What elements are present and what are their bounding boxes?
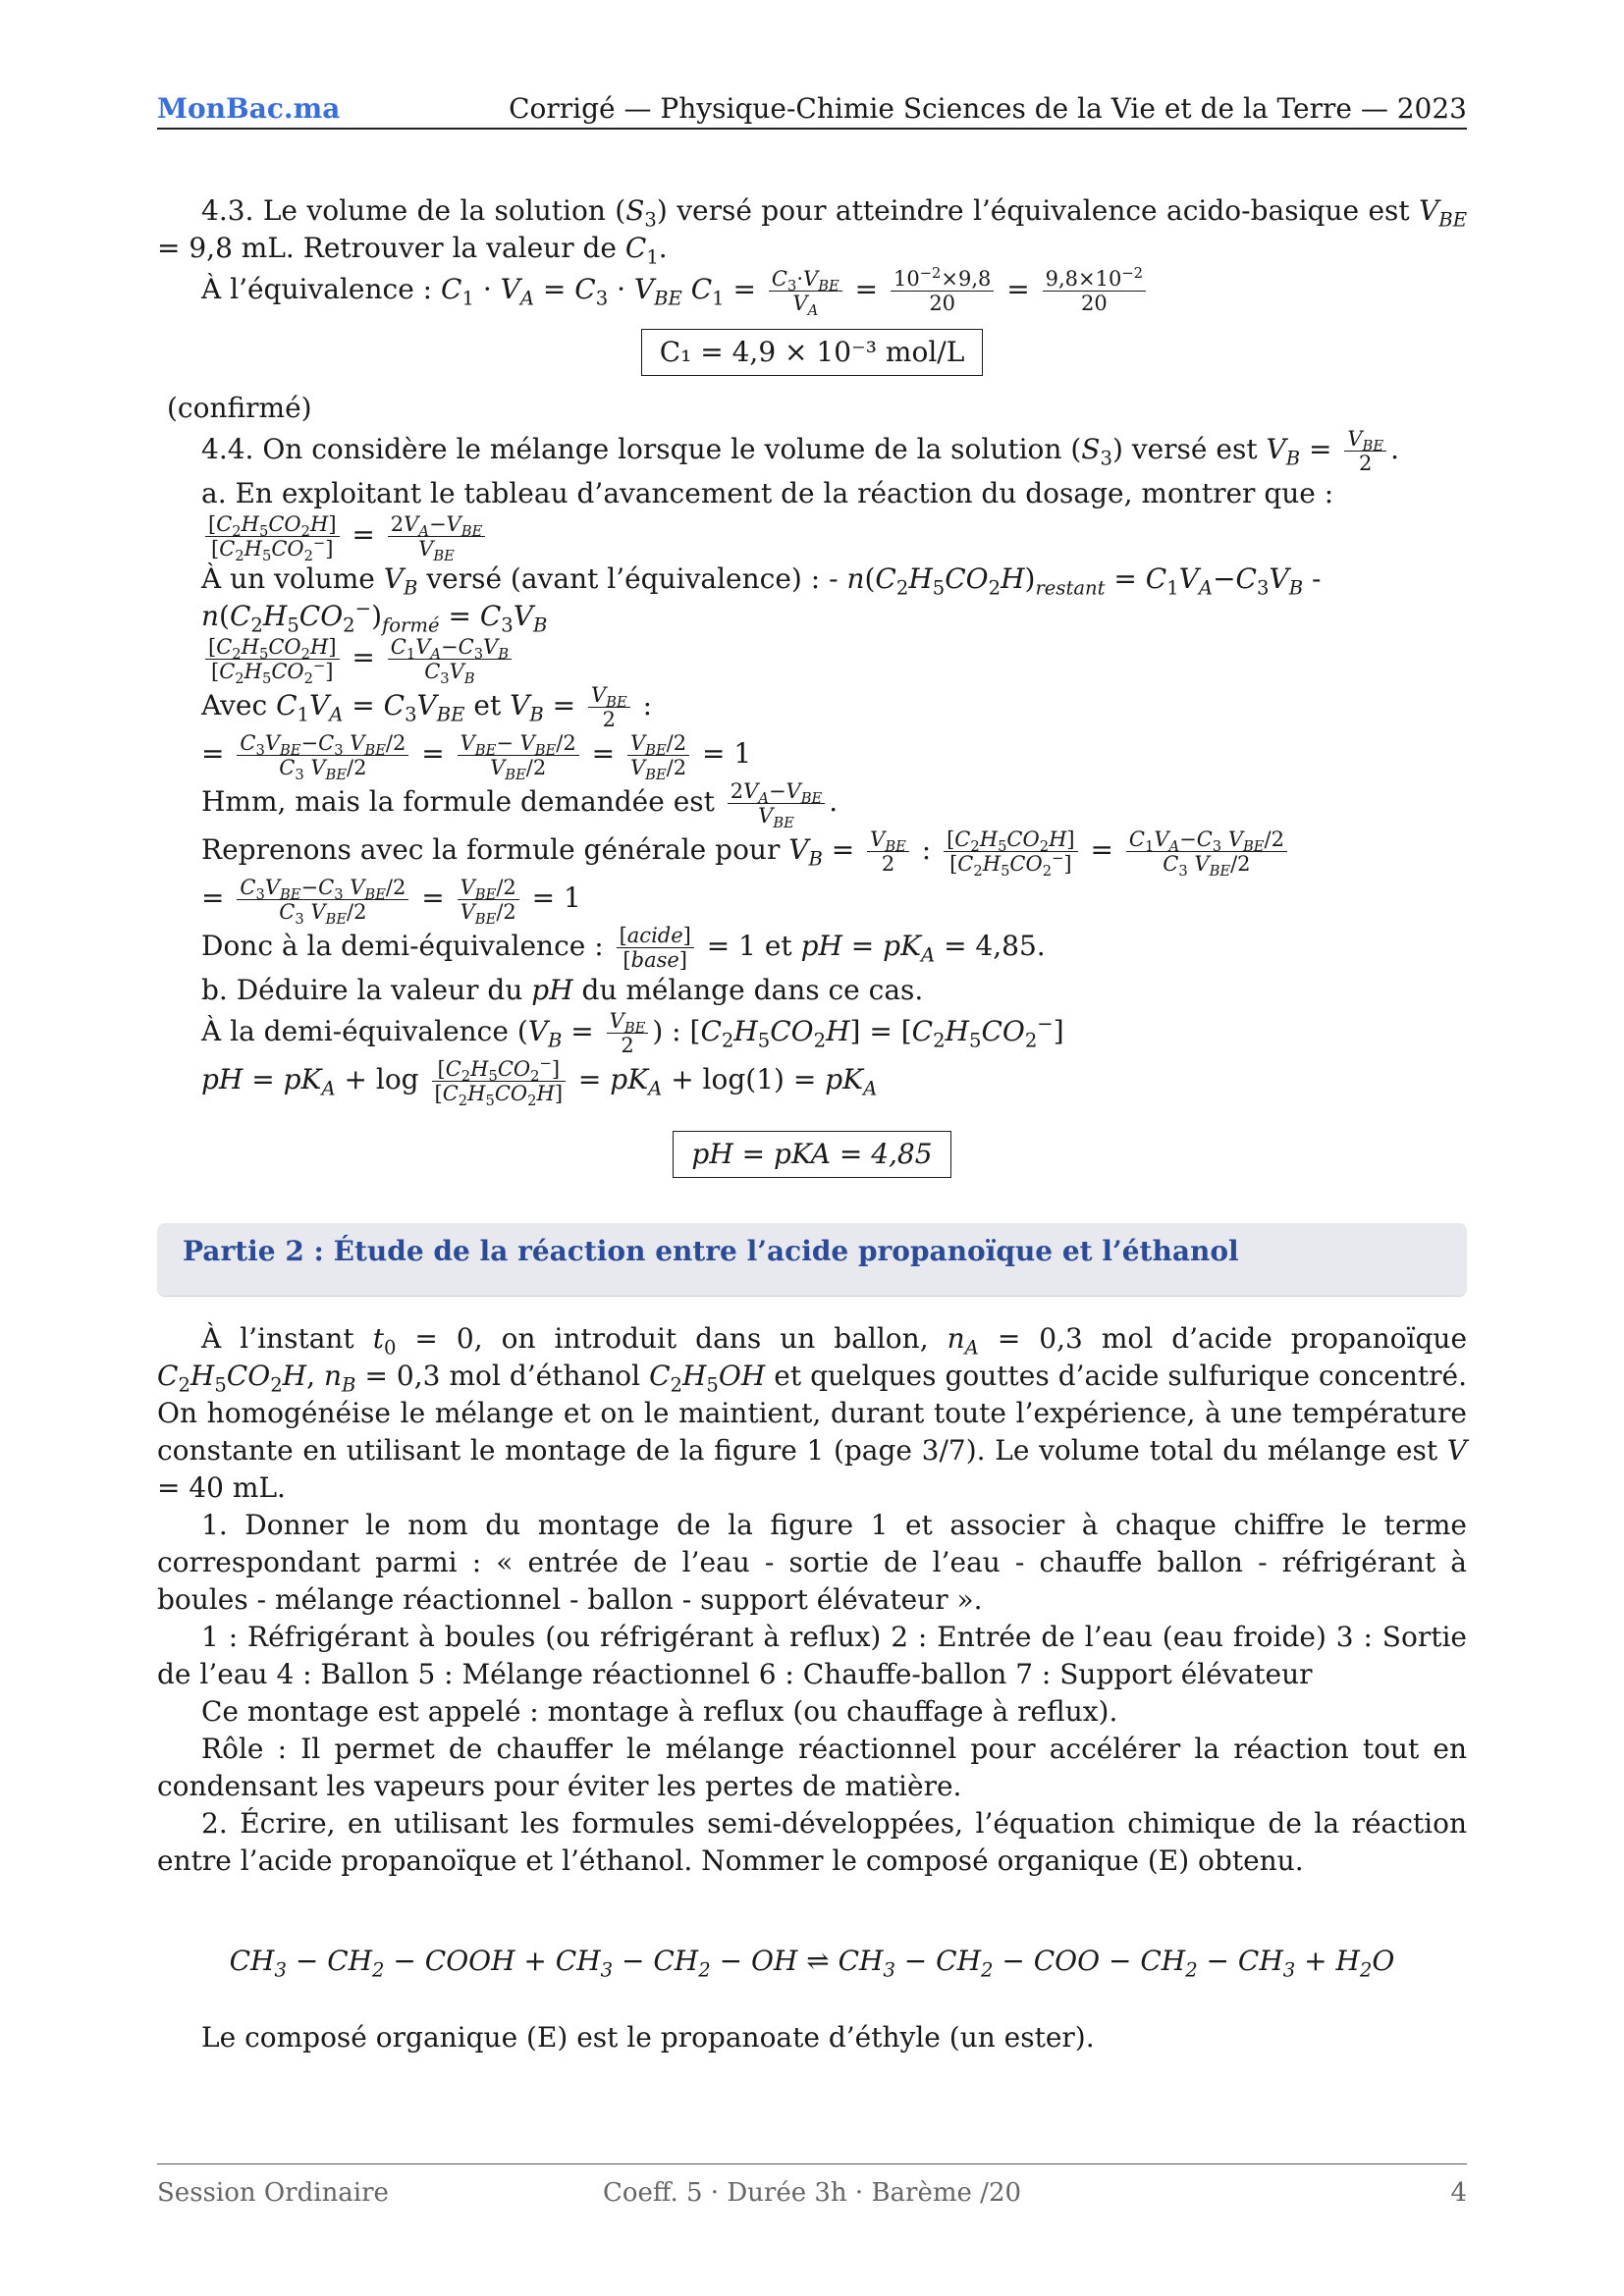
partie2-a1: 1 : Réfrigérant à boules (ou réfrigérant à reflux) 2 : Entrée de l’eau (eau froide) 3 : Sortie de l’eau 4 : Ballon 5 : Mélange réactionnel 6 : Chauffe-ballon 7 : Support élévateur [157, 1621, 1467, 1690]
q44-part-b: b. Déduire la valeur du pH du mélange dans ce cas. [201, 974, 924, 1006]
q44-restant: À un volume $V_B$ versé (avant l’équivalence) : - $n(C_2H_5CO_2H)_{restant} = C_1V_A-C_3V_B - n(C_2H_5CO_2^-)_{formé} = C_3V_B$ [201, 562, 1322, 637]
q44-ph-formula: pH = $pK_A + \log$ $\frac{[C_2H_5CO_2^-]}{[C_2H_5CO_2H]}$ = $pK_A + \log(1) = pK_A$ [201, 1055, 878, 1110]
partie2-a1-role: Rôle : Il permet de chauffer le mélange réactionnel pour accélérer la réaction tout en condensant les vapeurs pour éviter les pertes de matière. [157, 1733, 1467, 1802]
q44-part-a: a. En exploitant le tableau d’avancement de la réaction du dosage, montrer que : $\frac{[C_2H_5CO_2H]}{[C_2H_5CO_2^-]}$ = $\frac{2V_A-V_{BE}}{V_{BE}}$ [201, 477, 1334, 565]
footer-info: Coeff. 5 · Durée 3h · Barème /20 [602, 2178, 1022, 2208]
page-content [157, 192, 1467, 2056]
q43-result: C₁ = 4,9 × 10⁻³ mol/L [641, 329, 984, 376]
q44-demi: À la demi-équivalence ($V_B$ = $\frac{V_{BE}}{2}$ ) : $[C_2H_5CO_2H] = [C_2H_5CO_2^-]$ [201, 1009, 1064, 1057]
footer-session: Session Ordinaire [157, 2178, 389, 2208]
q44-hmm: Hmm, mais la formule demandée est $\frac{2V_A-V_{BE}}{V_{BE}}$ . [201, 779, 839, 832]
partie2-q1: 1. Donner le nom du montage de la figure 1 et associer à chaque chiffre le terme correspondant parmi : « entrée de l’eau - sortie de l’eau - chauffe ballon - réfrigérant à boules - mélange réactionnel - ballon - support élévateur ». [157, 1509, 1467, 1616]
q44-ratio: $\frac{[C_2H_5CO_2H]}{[C_2H_5CO_2^-]}$ = $\frac{C_1V_A-C_3V_B}{C_3V_B}$ [157, 635, 1467, 683]
q44-avec: Avec $C_1V_A = C_3V_{BE}$ et $V_B$ = $\frac{V_{BE}}{2}$ : [201, 683, 653, 731]
partie2-header [157, 1223, 1467, 1297]
page-number: 4 [1450, 2178, 1467, 2208]
q44-calc1: = $\frac{C_3V_{BE}-C_3 V_{BE}/2}{C_3 V_{BE}/2}$ = $\frac{V_{BE}- V_{BE}/2}{V_{BE}/2}$ = $\frac{V_{BE}/2}{V_{BE}/2}$ = 1 [201, 731, 752, 784]
page-footer [157, 2163, 1467, 2208]
page-header [157, 90, 1467, 130]
q44-donc: Donc à la demi-équivalence : $\frac{\text{[acide]}}{\text{[base]}}$ = 1 et pH = $pK_A = 4,85$. [201, 924, 1046, 972]
partie2-a2: Le composé organique (E) est le propanoate d’éthyle (un ester). [201, 2021, 1095, 2054]
q43-confirmed: (confirmé) [167, 392, 312, 424]
q44-result: pH = pKA = 4,85 [673, 1131, 950, 1178]
partie2-q2: 2. Écrire, en utilisant les formules semi-développées, l’équation chimique de la réaction entre l’acide propanoïque et l’éthanol. Nommer le composé organique (E) obtenu. [157, 1807, 1467, 1877]
reaction-equation: $CH_3 - CH_2$ − COOH + $CH_3 - CH_2$ − OH ⇌ $CH_3 - CH_2$ − COO − $CH_2 - CH_3 + H_2O$ [229, 1945, 1395, 1982]
site-name: MonBac.ma [157, 92, 341, 125]
partie2-intro: À l’instant $t_0 = 0$, on introduit dans un ballon, $n_A = 0,3$ mol d’acide propanoïque $C_2H_5CO_2H$, $n_B = 0,3$ mol d’éthanol $C_2H_5OH$ et quelques gouttes d’acide sulfurique concentré. On homogénéise le mélange et on le maintient, durant toute l’expérience, à une température constante en utilisant le montage de la figure 1 (page 3/7). Le volume total du mélange est V = 40 mL. [157, 1322, 1468, 1504]
q44-reprenons: Reprenons avec la formule générale pour $V_B$ = $\frac{V_{BE}}{2}$ : $\frac{[C_2H_5CO_2H]}{[C_2H_5CO_2^-]}$ = $\frac{C_1V_A-C_3 V_{BE}/2}{C_3 V_{BE}/2}$ [157, 828, 1467, 876]
partie2-title: Partie 2 : Étude de la réaction entre l’acide propanoïque et l’éthanol [183, 1235, 1239, 1267]
q43-statement: 4.3. Le volume de la solution $(S_3)$ versé pour atteindre l’équivalence acido-basique est $V_{BE} = 9,8$ mL. Retrouver la valeur de $C_1$. [157, 194, 1467, 269]
header-title: Corrigé — Physique-Chimie Sciences de la Vie et de la Terre — 2023 [509, 92, 1467, 125]
q44-statement: 4.4. On considère le mélange lorsque le volume de la solution $(S_3)$ versé est $V_B$ = $\frac{V_{BE}}{2}$ . [201, 427, 1399, 475]
q44-calc2: = $\frac{C_3V_{BE}-C_3 V_{BE}/2}{C_3 V_{BE}/2}$ = $\frac{V_{BE}/2}{V_{BE}/2}$ = 1 [201, 876, 581, 929]
partie2-a1-name: Ce montage est appelé : montage à reflux (ou chauffage à reflux). [201, 1695, 1118, 1728]
q43-equivalence: À l’équivalence : $C_1 \cdot V_A = C_3 \cdot V_{BE}$ $C_1$ = $\frac{C_3\cdot V_{BE}}{V_A}$ = $\frac{10^{-2}\times 9,8}{20}$ = $\frac{9,8\times 10^{-2}}{20}$ [157, 267, 1467, 315]
